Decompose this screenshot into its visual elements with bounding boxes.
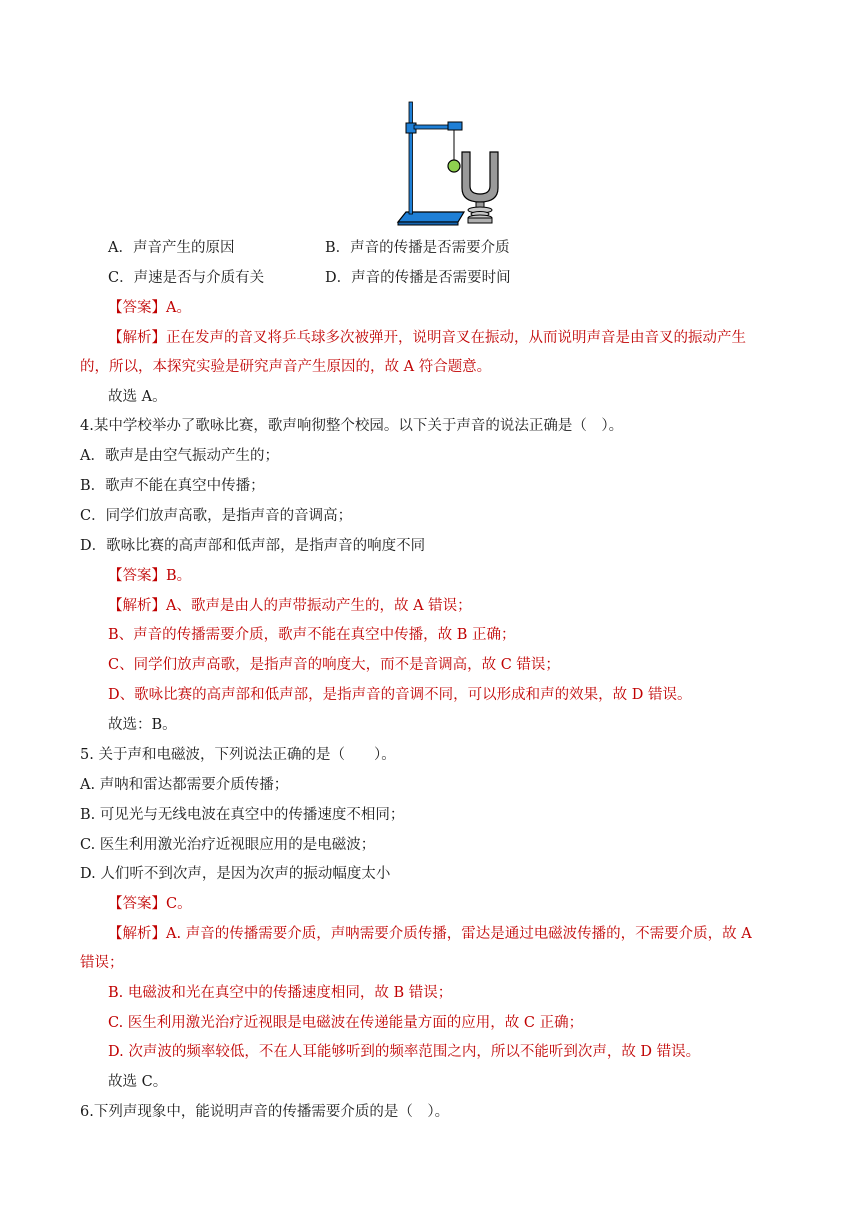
tuning-fork [462, 152, 498, 202]
q4-option-a: A．歌声是由空气振动产生的； [80, 448, 279, 464]
answer-value: A。 [166, 300, 191, 316]
q6-stem: 6.下列声现象中，能说明声音的传播需要介质的是（ ）。 [80, 1104, 450, 1120]
q5-option-c: C. 医生利用激光治疗近视眼应用的是电磁波； [80, 837, 376, 853]
tuning-fork-experiment-figure [396, 100, 508, 226]
q4-option-b: B．歌声不能在真空中传播； [80, 478, 265, 494]
q4-stem: 4.某中学校举办了歌咏比赛，歌声响彻整个校园。以下关于声音的说法正确是（ ）。 [80, 418, 624, 434]
q3-explain-line-2: 的，所以，本探究实验是研究声音产生原因的，故 A 符合题意。 [80, 359, 492, 375]
q5-explain-line-2: B. 电磁波和光在真空中的传播速度相同，故 B 错误； [108, 985, 453, 1001]
q4-option-d: D．歌咏比赛的高声部和低声部，是指声音的响度不同 [80, 538, 426, 554]
q5-explain-line-1b: 错误； [80, 955, 124, 971]
q5-option-b: B. 可见光与无线电波在真空中的传播速度不相同； [80, 807, 405, 823]
answer-tag: 【答案】 [108, 300, 166, 316]
q3-answer [108, 298, 191, 318]
q4-explain-line-2: B、声音的传播需要介质，歌声不能在真空中传播，故 B 正确； [108, 627, 516, 643]
q3-option-b: B．声音的传播是否需要介质 [325, 240, 510, 256]
q3-explain-line-1: 【解析】正在发声的音叉将乒乓球多次被弹开，说明音叉在振动，从而说明声音是由音叉的振动产生 [108, 330, 746, 346]
q3-option-a: A．声音产生的原因 [108, 240, 235, 256]
ping-pong-ball [448, 160, 460, 172]
q5-explain-line-3: C. 医生利用激光治疗近视眼是电磁波在传递能量方面的应用，故 C 正确； [108, 1015, 584, 1031]
q5-choose: 故选 C。 [108, 1074, 168, 1090]
q5-option-d: D. 人们听不到次声，是因为次声的振动幅度太小 [80, 866, 391, 882]
q5-answer: 【答案】C。 [108, 896, 192, 912]
q4-explain-line-3: C、同学们放声高歌，是指声音的响度大，而不是音调高，故 C 错误； [108, 657, 560, 673]
q3-choose: 故选 A。 [108, 389, 167, 405]
q4-answer: 【答案】B。 [108, 568, 192, 584]
q3-option-c: C．声速是否与介质有关 [108, 270, 265, 286]
q5-explain-line-4: D. 次声波的频率较低，不在人耳能够听到的频率范围之内，所以不能听到次声，故 D 错误。 [108, 1044, 701, 1060]
explain-tag: 【解析】 [108, 330, 166, 346]
q3-option-d: D．声音的传播是否需要时间 [325, 270, 511, 286]
q4-explain-line-4: D、歌咏比赛的高声部和低声部，是指声音的音调不同，可以形成和声的效果，故 D 错误。 [108, 687, 692, 703]
q5-option-a: A. 声呐和雷达都需要介质传播； [80, 777, 289, 793]
q4-choose: 故选：B。 [108, 717, 177, 733]
stand-base [398, 212, 464, 222]
q5-stem: 5. 关于声和电磁波，下列说法正确的是（ ）。 [80, 747, 396, 763]
q5-explain-line-1: 【解析】A. 声音的传播需要介质，声呐需要介质传播，雷达是通过电磁波传播的，不需要介质，故 A [108, 926, 752, 942]
stand-rod [409, 102, 413, 214]
q4-explain-line-1: 【解析】A、歌声是由人的声带振动产生的，故 A 错误； [108, 598, 472, 614]
q4-option-c: C．同学们放声高歌，是指声音的音调高； [80, 508, 353, 524]
